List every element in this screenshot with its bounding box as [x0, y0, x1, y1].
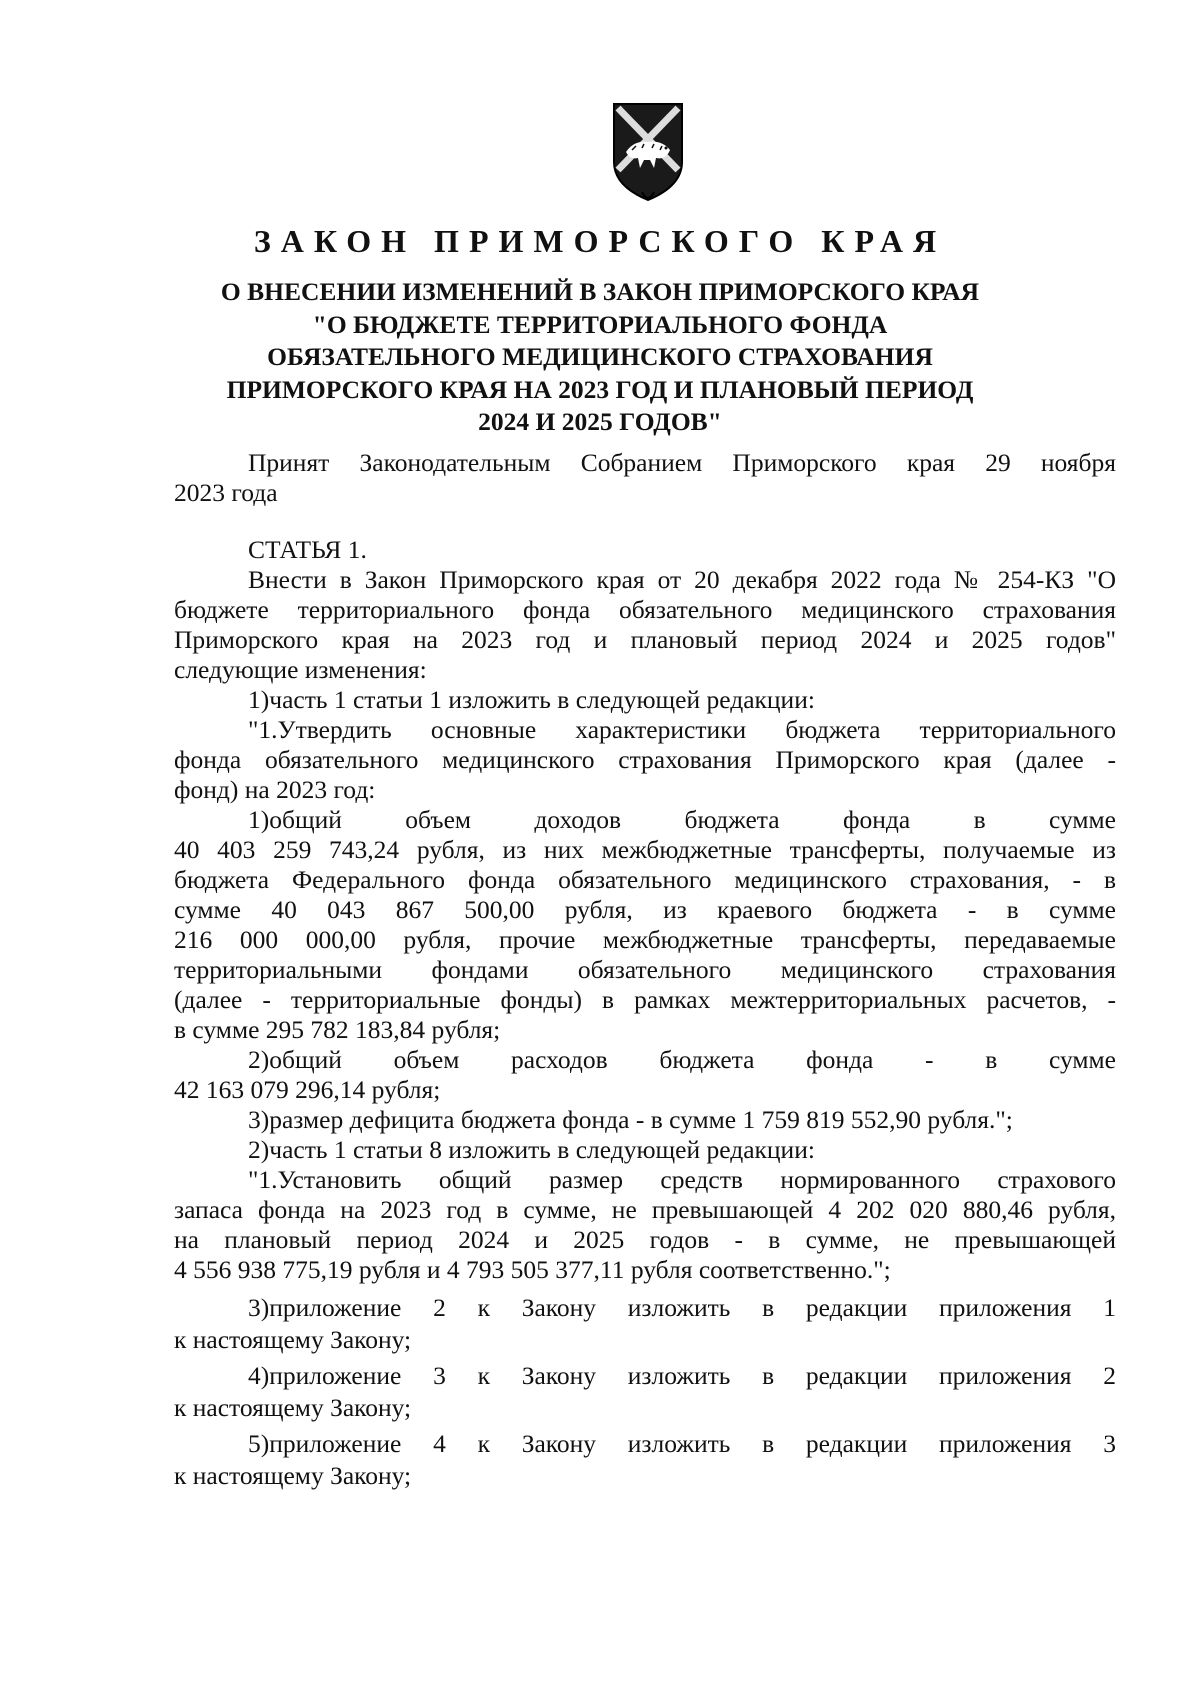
subtitle-line: ПРИМОРСКОГО КРАЯ НА 2023 ГОД И ПЛАНОВЫЙ ПЕРИОД [226, 374, 974, 404]
adoption-line: 2023 года [174, 478, 278, 507]
article-line: 3)приложение 2 к Закону изложить в редакции приложения 1 [248, 1293, 1116, 1322]
article-line: 4)приложение 3 к Закону изложить в редакции приложения 2 [248, 1361, 1116, 1390]
article-line: в сумме 295 782 183,84 рубля; [174, 1015, 501, 1044]
article-line: к настоящему Закону; [174, 1325, 412, 1354]
adoption-line: Принят Законодательным Собранием Приморского края 29 ноября [248, 448, 1116, 477]
subtitle-line: О ВНЕСЕНИИ ИЗМЕНЕНИЙ В ЗАКОН ПРИМОРСКОГО КРАЯ [220, 277, 980, 306]
article-line: бюджета Федерального фонда обязательного медицинского страхования, - в [174, 865, 1116, 894]
article-line: сумме 40 043 867 500,00 рубля, из краевого бюджета - в сумме [174, 895, 1116, 924]
article-line: к настоящему Закону; [174, 1461, 412, 1490]
article-line: 3)размер дефицита бюджета фонда - в сумме 1 759 819 552,90 рубля."; [248, 1105, 1013, 1134]
law-title: ЗАКОН ПРИМОРСКОГО КРАЯ [253, 223, 947, 259]
article-line: 216 000 000,00 рубля, прочие межбюджетные трансферты, передаваемые [174, 925, 1116, 954]
article-line: на плановый период 2024 и 2025 годов - в сумме, не превышающей [174, 1225, 1116, 1254]
article-line: 2)общий объем расходов бюджета фонда - в сумме [248, 1045, 1116, 1074]
subtitle-line: ОБЯЗАТЕЛЬНОГО МЕДИЦИНСКОГО СТРАХОВАНИЯ [267, 342, 933, 371]
article-line: Приморского края на 2023 год и плановый период 2024 и 2025 годов" [174, 625, 1116, 654]
article-line: 1)часть 1 статьи 1 изложить в следующей редакции: [248, 685, 815, 714]
article-line: 1)общий объем доходов бюджета фонда в сумме [248, 805, 1116, 834]
article-line: "1.Установить общий размер средств нормированного страхового [248, 1165, 1116, 1194]
article-line: 4 556 938 775,19 рубля и 4 793 505 377,11 рубля соответственно."; [174, 1255, 891, 1284]
article-line: территориальными фондами обязательного медицинского страхования [174, 955, 1116, 984]
law-subtitle [180, 276, 1020, 439]
article-line: 40 403 259 743,24 рубля, из них межбюджетные трансферты, получаемые из [174, 835, 1116, 864]
subtitle-line: "О БЮДЖЕТЕ ТЕРРИТОРИАЛЬНОГО ФОНДА [312, 309, 888, 339]
article-1-continued [174, 1292, 1116, 1492]
article-line: бюджете территориального фонда обязательного медицинского страхования [174, 595, 1116, 624]
article-line: (далее - территориальные фонды) в рамках межтерриториальных расчетов, - [174, 985, 1116, 1014]
article-line: 42 163 079 296,14 рубля; [174, 1075, 441, 1104]
adoption-note [174, 448, 1116, 508]
article-line: 5)приложение 4 к Закону изложить в редакции приложения 3 [248, 1429, 1116, 1458]
article-1 [174, 535, 1116, 1285]
subtitle-line: 2024 И 2025 ГОДОВ" [478, 407, 722, 436]
article-line: запаса фонда на 2023 год в сумме, не превышающей 4 202 020 880,46 рубля, [174, 1195, 1116, 1224]
article-line: фонда обязательного медицинского страхования Приморского края (далее - [174, 745, 1116, 774]
article-line: 2)часть 1 статьи 8 изложить в следующей редакции: [248, 1135, 815, 1164]
article-line: "1.Утвердить основные характеристики бюджета территориального [248, 715, 1116, 744]
coat-of-arms-icon [608, 100, 688, 204]
article-line: следующие изменения: [174, 655, 427, 684]
article-line: Внести в Закон Приморского края от 20 декабря 2022 года № 254-КЗ "О [248, 565, 1116, 594]
article-line: фонд) на 2023 год: [174, 775, 376, 804]
article-line: к настоящему Закону; [174, 1393, 412, 1422]
article-heading: СТАТЬЯ 1. [248, 535, 367, 564]
